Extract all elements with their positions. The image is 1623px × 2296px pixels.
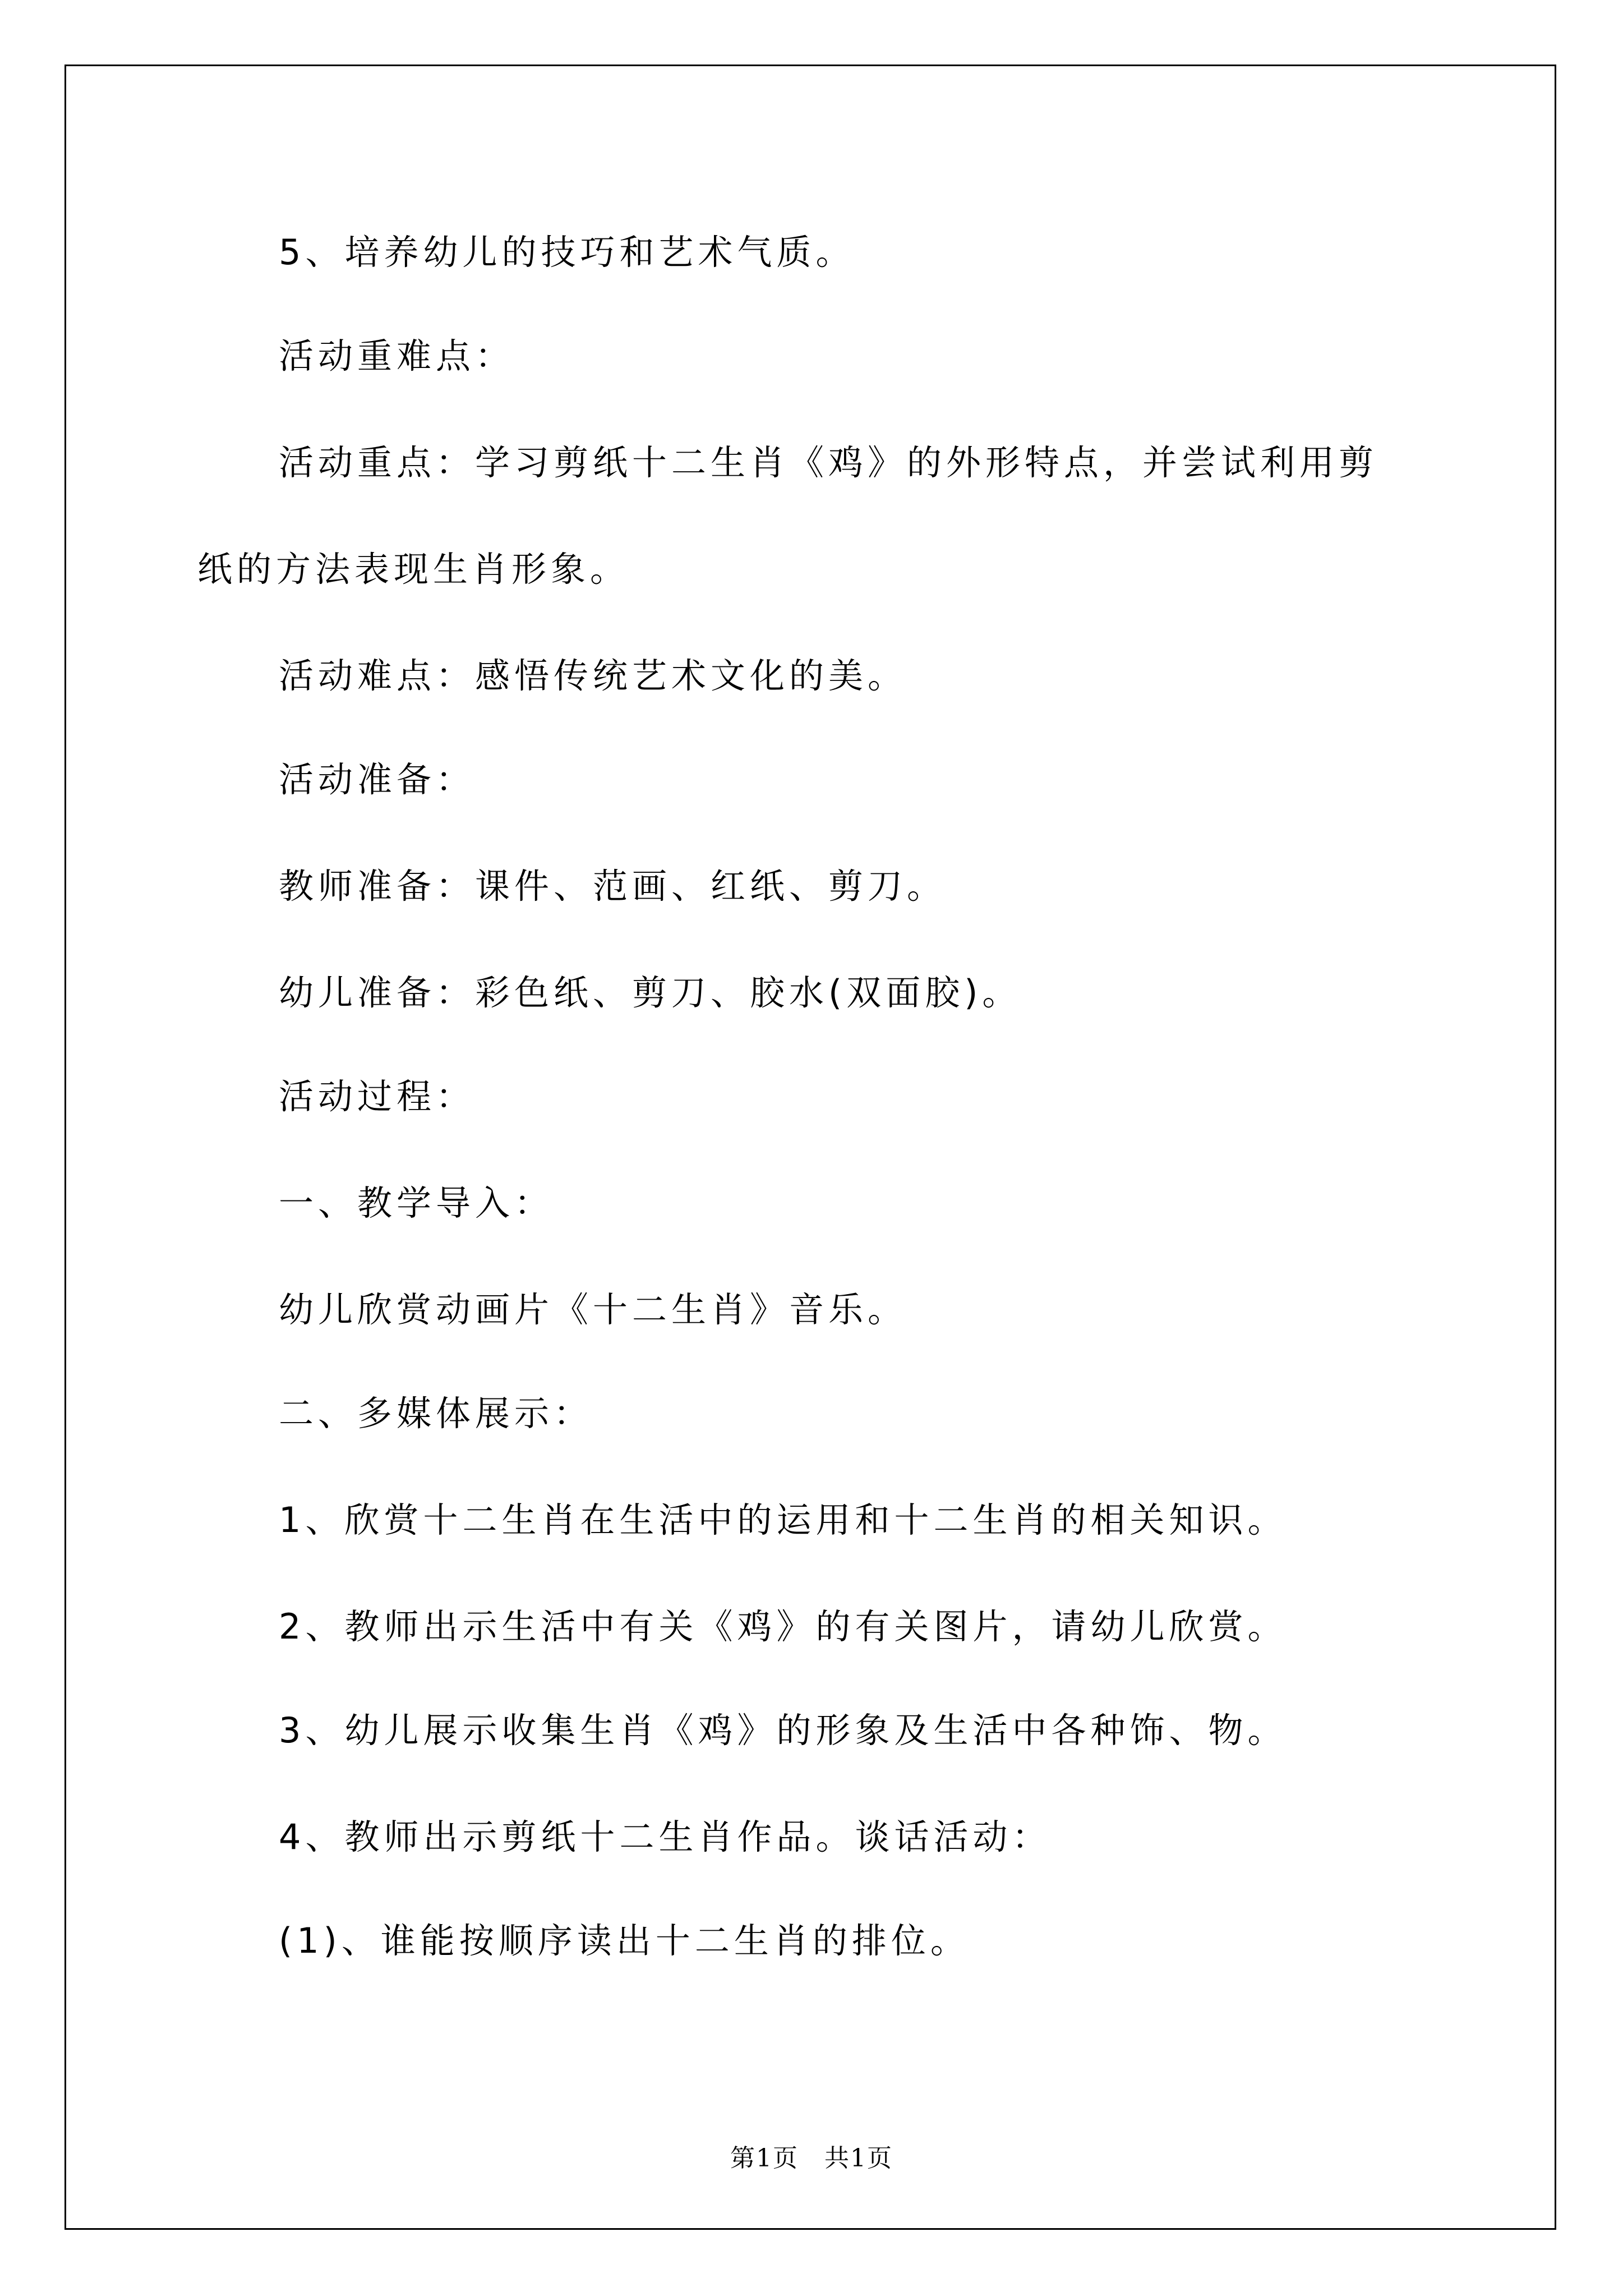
page-number-footer: 第1页 共1页 bbox=[730, 2144, 893, 2173]
paragraph-line: 幼儿准备：彩色纸、剪刀、胶水(双面胶)。 bbox=[279, 972, 1022, 1013]
paragraph-line: 二、多媒体展示： bbox=[279, 1393, 593, 1434]
paragraph-line: 活动过程： bbox=[279, 1076, 476, 1117]
paragraph-line: 教师准备：课件、范画、红纸、剪刀。 bbox=[279, 866, 947, 907]
paragraph-line: 一、教学导入： bbox=[279, 1182, 554, 1223]
paragraph-line: 活动重难点： bbox=[279, 335, 515, 376]
paragraph-line: 纸的方法表现生肖形象。 bbox=[197, 549, 630, 590]
paragraph-line: (1)、谁能按顺序读出十二生肖的排位。 bbox=[279, 1920, 970, 1961]
paragraph-line: 1、欣赏十二生肖在生活中的运用和十二生肖的相关知识。 bbox=[279, 1499, 1287, 1540]
paragraph-line: 2、教师出示生活中有关《鸡》的有关图片，请幼儿欣赏。 bbox=[279, 1606, 1287, 1647]
paragraph-line: 活动准备： bbox=[279, 759, 476, 800]
paragraph-line: 活动重点：学习剪纸十二生肖《鸡》的外形特点，并尝试利用剪 bbox=[279, 442, 1378, 483]
paragraph-line: 活动难点：感悟传统艺术文化的美。 bbox=[279, 655, 907, 696]
paragraph-line: 3、幼儿展示收集生肖《鸡》的形象及生活中各种饰、物。 bbox=[279, 1710, 1287, 1751]
paragraph-line: 5、培养幼儿的技巧和艺术气质。 bbox=[279, 232, 855, 273]
paragraph-line: 幼儿欣赏动画片《十二生肖》音乐。 bbox=[279, 1289, 907, 1330]
paragraph-line: 4、教师出示剪纸十二生肖作品。谈话活动： bbox=[279, 1816, 1052, 1857]
page-border bbox=[64, 65, 1556, 2230]
